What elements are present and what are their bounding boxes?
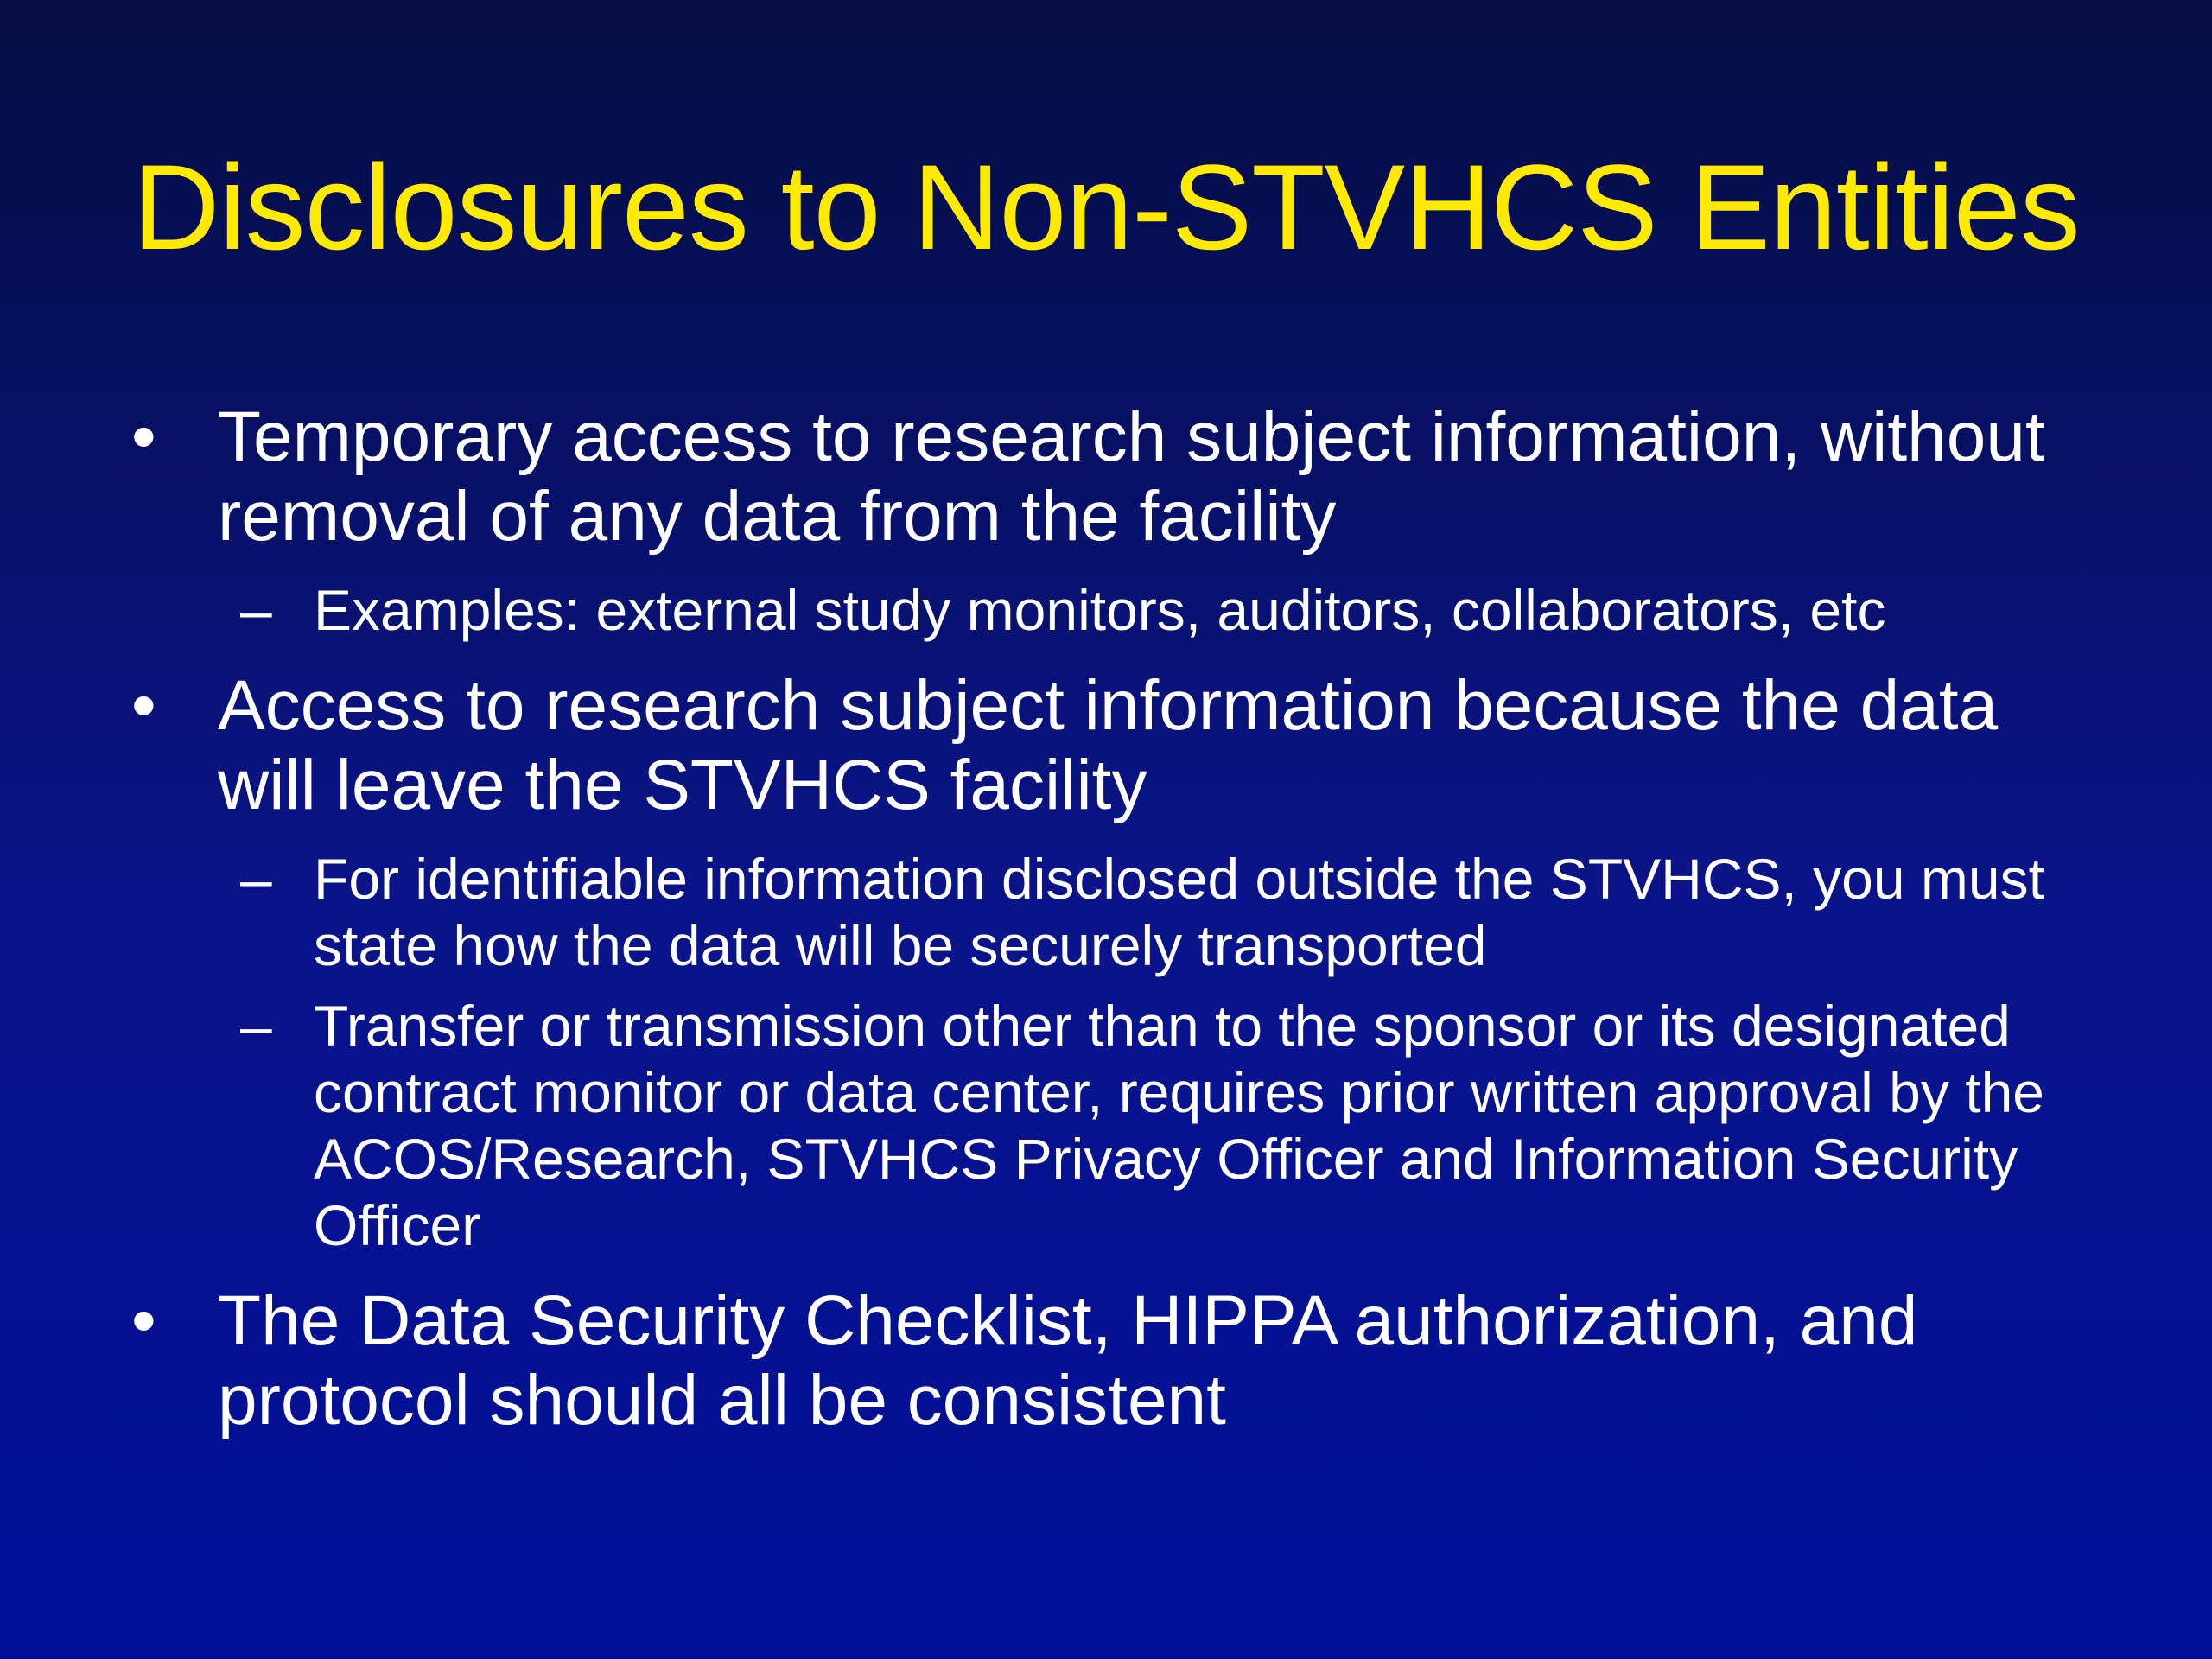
- sub-bullet-text: Examples: external study monitors, auditors, collaborators, etc: [314, 578, 1886, 642]
- bullet-text: Temporary access to research subject information, without removal of any data from the facility: [218, 397, 2045, 556]
- bullet-text: The Data Security Checklist, HIPPA authorization, and protocol should all be consistent: [218, 1281, 1918, 1440]
- bullet-marker: •: [131, 666, 156, 745]
- bullet-item: [130, 397, 2108, 556]
- bullet-marker: •: [131, 1281, 156, 1360]
- sub-bullet-item: [130, 993, 2108, 1259]
- sub-bullet-item: [130, 846, 2108, 979]
- bullet-text: Access to research subject information because the data will leave the STVHCS facility: [218, 666, 1999, 824]
- dash-marker: –: [240, 994, 272, 1058]
- sub-bullet-text: For identifiable information disclosed outside the STVHCS, you must state how the data will be securely transported: [314, 847, 2044, 977]
- bullet-marker: •: [131, 397, 156, 476]
- dash-marker: –: [240, 847, 272, 911]
- slide-title: Disclosures to Non-STVHCS Entities: [132, 139, 2080, 275]
- sub-bullet-text: Transfer or transmission other than to the sponsor or its designated contract monitor or data center, requires prior written approval by the ACOS/Research, STVHCS Privacy Officer and Information Security Officer: [314, 994, 2044, 1257]
- bullet-list: [130, 397, 2108, 1440]
- bullet-item: [130, 666, 2108, 825]
- bullet-item: [130, 1281, 2108, 1440]
- sub-bullet-item: [130, 577, 2108, 644]
- dash-marker: –: [240, 578, 272, 642]
